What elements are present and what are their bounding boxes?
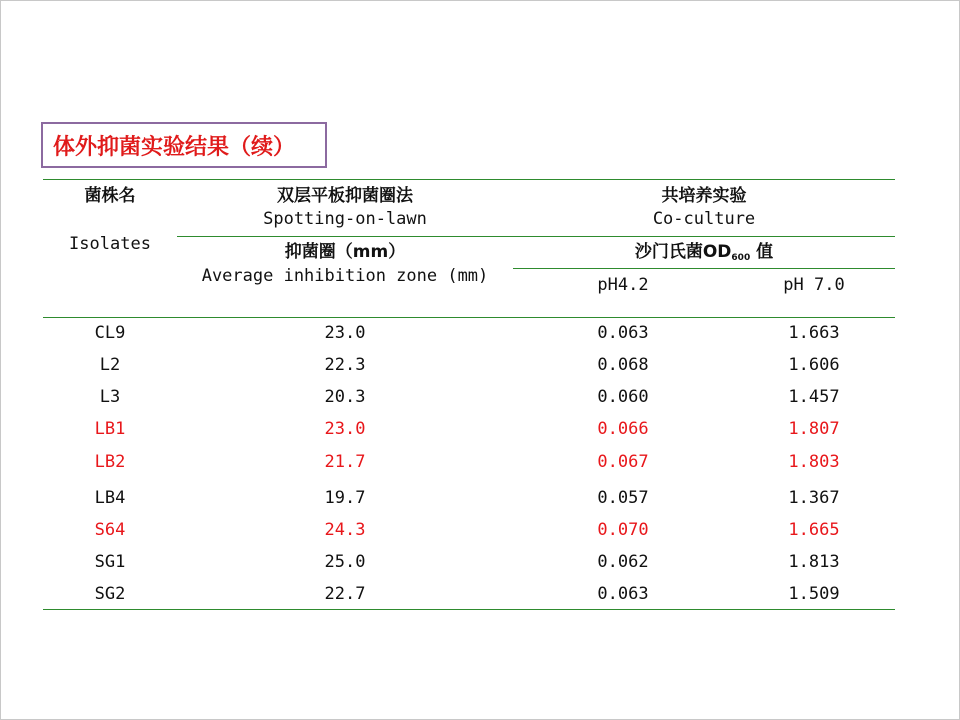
header-bottom-rule [43, 317, 895, 318]
ph70-header: pH 7.0 [783, 275, 845, 295]
isolate-cell: L2 [99, 355, 121, 375]
ph42-cell: 0.066 [597, 419, 649, 439]
ph70-cell: 1.509 [788, 584, 840, 604]
spotting-header-en: Spotting-on-lawn [263, 209, 427, 229]
isolate-cell: S64 [94, 520, 126, 540]
isolate-cell: LB2 [94, 452, 126, 472]
zone-cell: 25.0 [324, 552, 366, 572]
ph42-cell: 0.068 [597, 355, 649, 375]
zone-cell: 20.3 [324, 387, 366, 407]
zone-header-en: Average inhibition zone (mm) [201, 266, 489, 286]
od-header [513, 242, 895, 268]
zone-cell: 23.0 [324, 419, 366, 439]
isolate-cell: CL9 [94, 323, 126, 343]
ph70-cell: 1.665 [788, 520, 840, 540]
zone-cell: 23.0 [324, 323, 366, 343]
ph70-cell: 1.807 [788, 419, 840, 439]
slide-title: 体外抑菌实验结果（续） [41, 122, 327, 168]
zone-header-cn: 抑菌圈（mm） [284, 242, 406, 262]
od-subheader-rule [513, 268, 895, 269]
isolates-header-cn: 菌株名 [84, 186, 136, 206]
ph70-cell: 1.367 [788, 488, 840, 508]
isolates-header-en: Isolates [69, 234, 151, 254]
ph70-cell: 1.813 [788, 552, 840, 572]
ph42-cell: 0.062 [597, 552, 649, 572]
ph42-cell: 0.063 [597, 323, 649, 343]
ph70-cell: 1.457 [788, 387, 840, 407]
isolate-cell: L3 [99, 387, 121, 407]
table-top-rule [43, 179, 895, 180]
ph70-cell: 1.803 [788, 452, 840, 472]
spotting-header-cn: 双层平板抑菌圈法 [277, 186, 413, 206]
zone-cell: 22.3 [324, 355, 366, 375]
zone-cell: 24.3 [324, 520, 366, 540]
coculture-header-en: Co-culture [652, 209, 756, 229]
zone-cell: 21.7 [324, 452, 366, 472]
ph42-cell: 0.063 [597, 584, 649, 604]
isolate-cell: LB1 [94, 419, 126, 439]
ph70-cell: 1.606 [788, 355, 840, 375]
ph42-cell: 0.060 [597, 387, 649, 407]
ph42-cell: 0.070 [597, 520, 649, 540]
header-mid-rule [177, 236, 895, 237]
isolate-cell: SG1 [94, 552, 126, 572]
ph42-cell: 0.067 [597, 452, 649, 472]
od-header-subscript: 600 [731, 253, 751, 263]
zone-cell: 22.7 [324, 584, 366, 604]
ph42-cell: 0.057 [597, 488, 649, 508]
od-header-prefix: 沙门氏菌OD [634, 242, 732, 262]
isolate-cell: SG2 [94, 584, 126, 604]
isolate-cell: LB4 [94, 488, 126, 508]
ph42-header: pH4.2 [597, 275, 649, 295]
zone-cell: 19.7 [324, 488, 366, 508]
coculture-header-cn: 共培养实验 [661, 186, 747, 206]
od-header-suffix: 值 [750, 242, 774, 262]
table-bottom-rule [43, 609, 895, 610]
ph70-cell: 1.663 [788, 323, 840, 343]
